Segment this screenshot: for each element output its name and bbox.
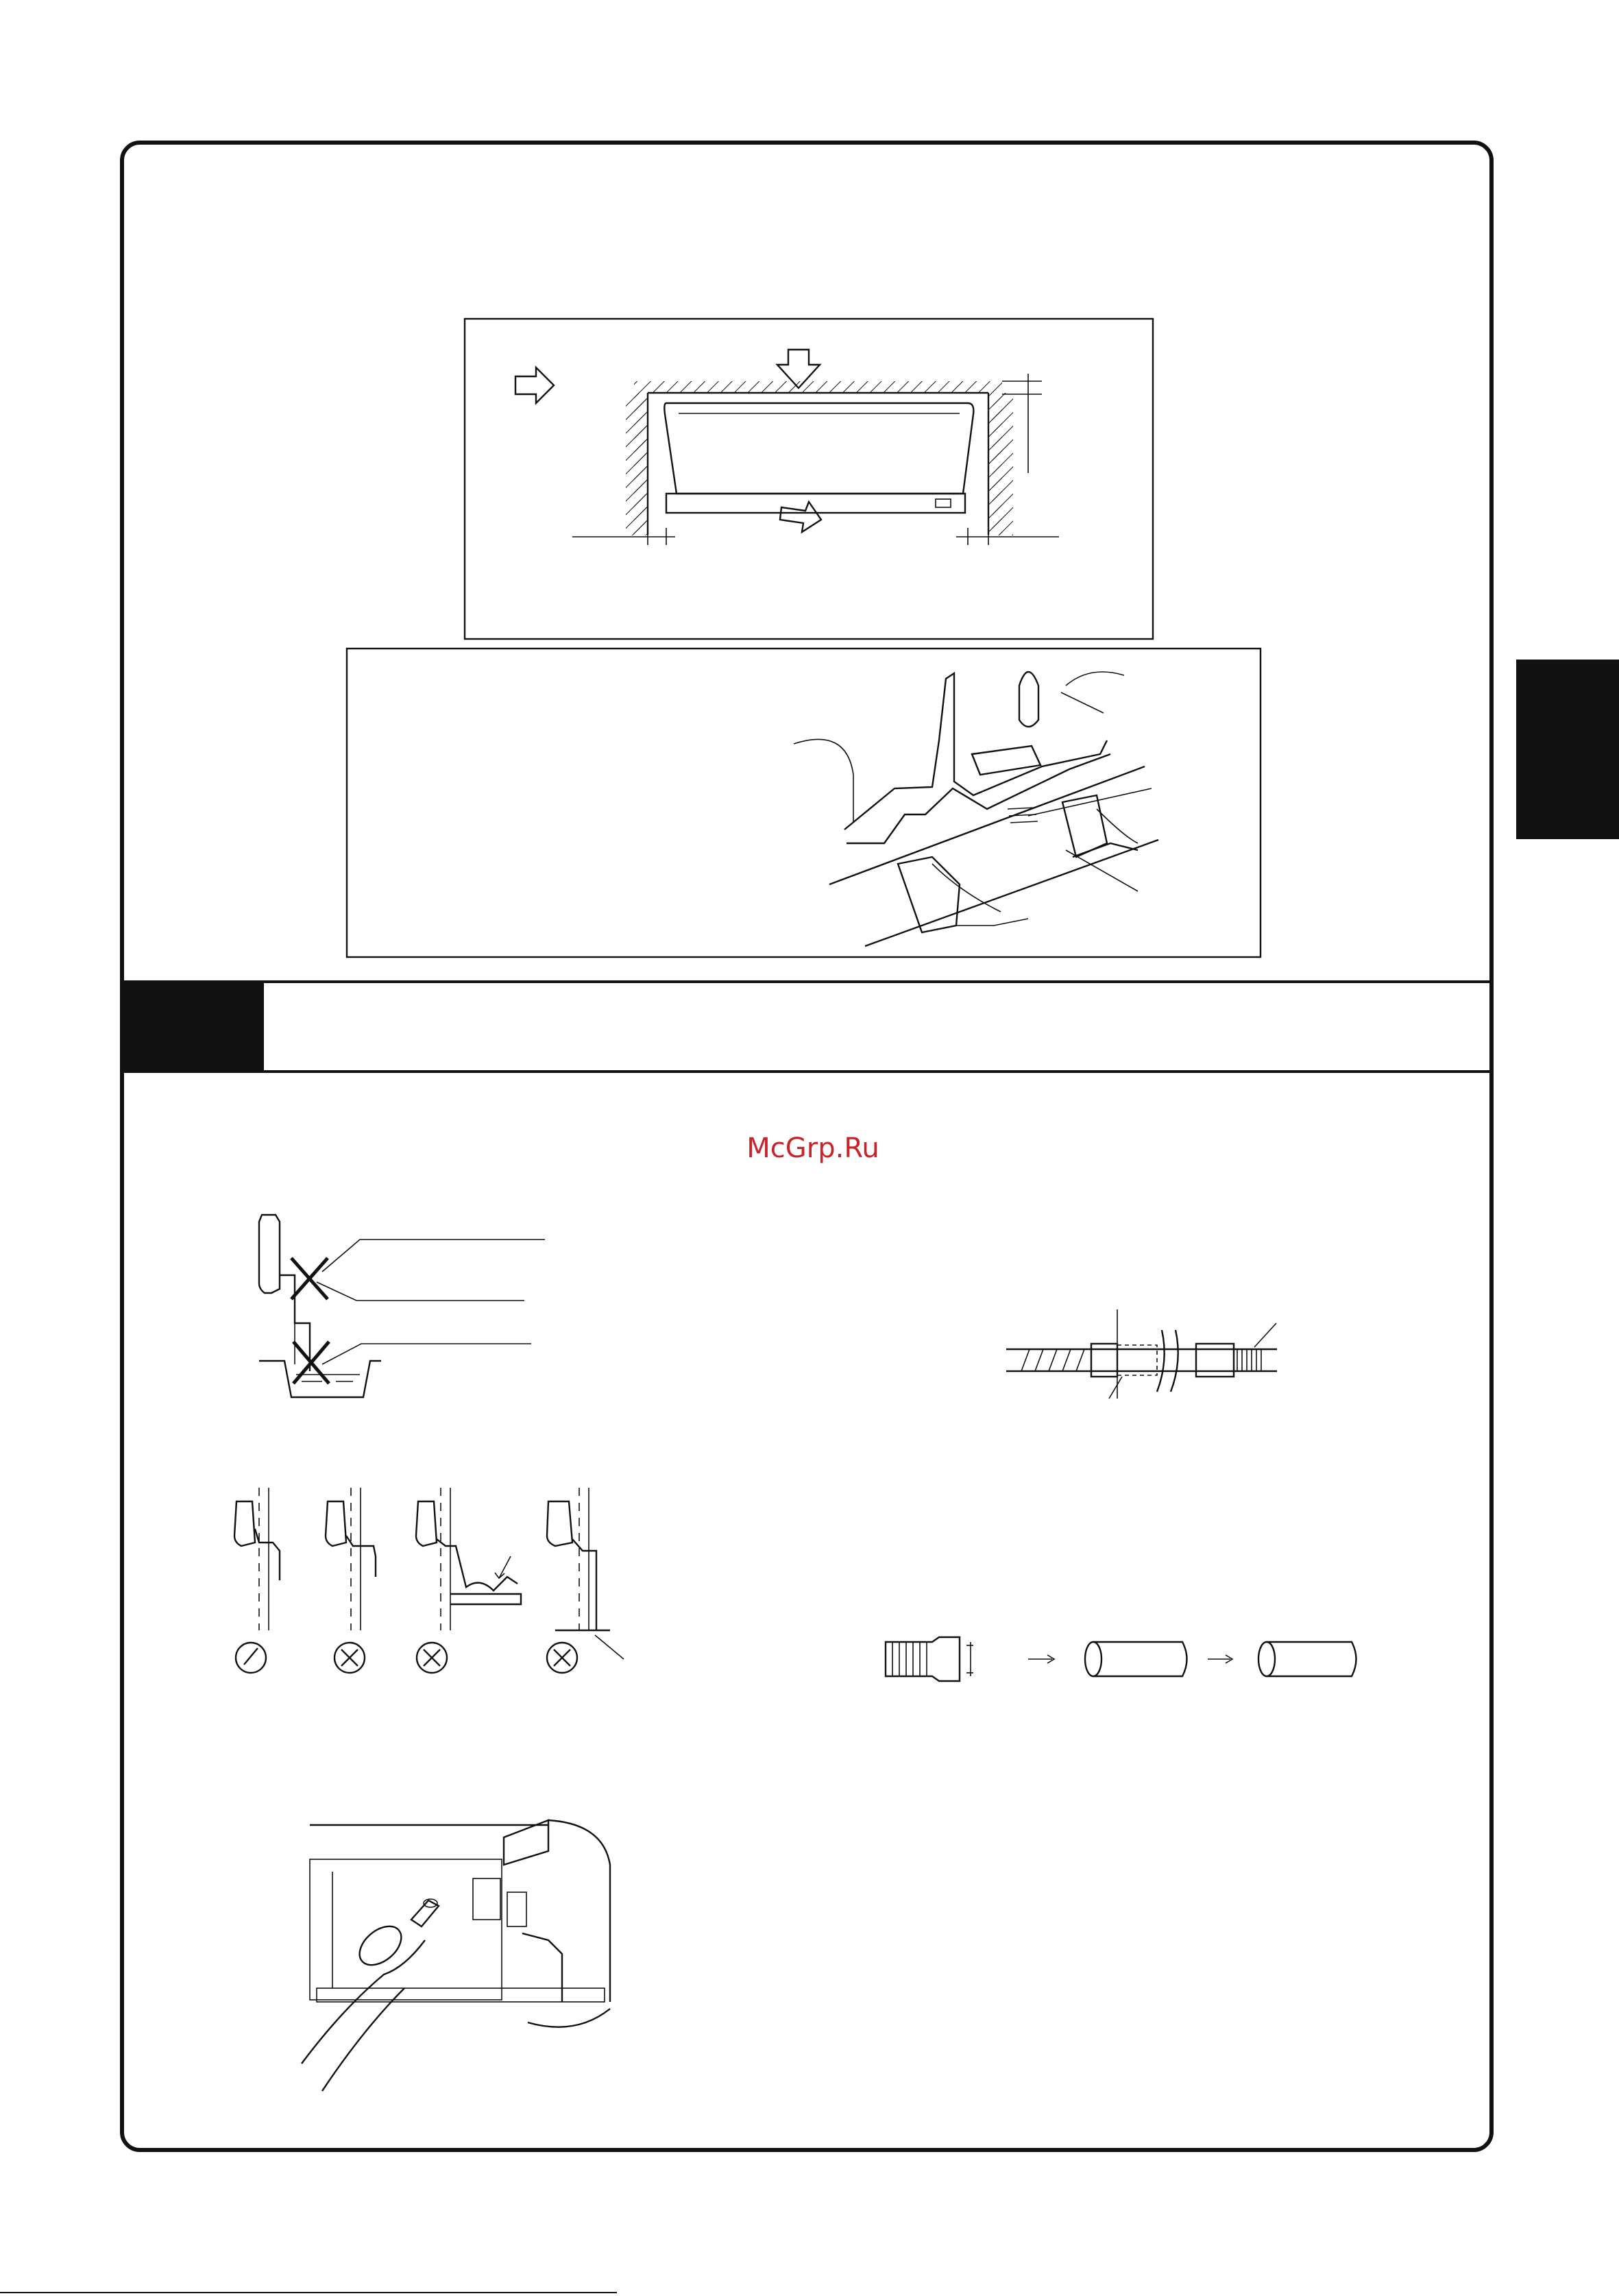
mounting-plate-figure <box>347 649 1261 957</box>
clearance-figure <box>465 319 1153 639</box>
hook-slot-icon <box>1019 672 1038 727</box>
routing-example-wrong-1 <box>326 1488 376 1673</box>
drain-test-figure <box>302 1820 610 2091</box>
routing-example-wrong-2 <box>416 1488 521 1673</box>
airflow-arrow-icon <box>515 367 554 403</box>
routing-example-correct <box>234 1488 280 1673</box>
outlet-airflow-arrow-icon <box>780 502 821 532</box>
wall-unit-side-icon <box>259 1215 280 1293</box>
indoor-unit-body <box>664 403 973 494</box>
check-icon <box>236 1643 266 1673</box>
routing-example-wrong-3 <box>547 1488 624 1673</box>
drain-routing-figure <box>234 1488 624 1673</box>
hose-adapter-figure <box>886 1637 1356 1681</box>
drain-hose-wrong-figure <box>259 1215 545 1397</box>
hose-extension-figure <box>1006 1309 1277 1399</box>
watermark: McGrp.Ru <box>746 1133 879 1164</box>
